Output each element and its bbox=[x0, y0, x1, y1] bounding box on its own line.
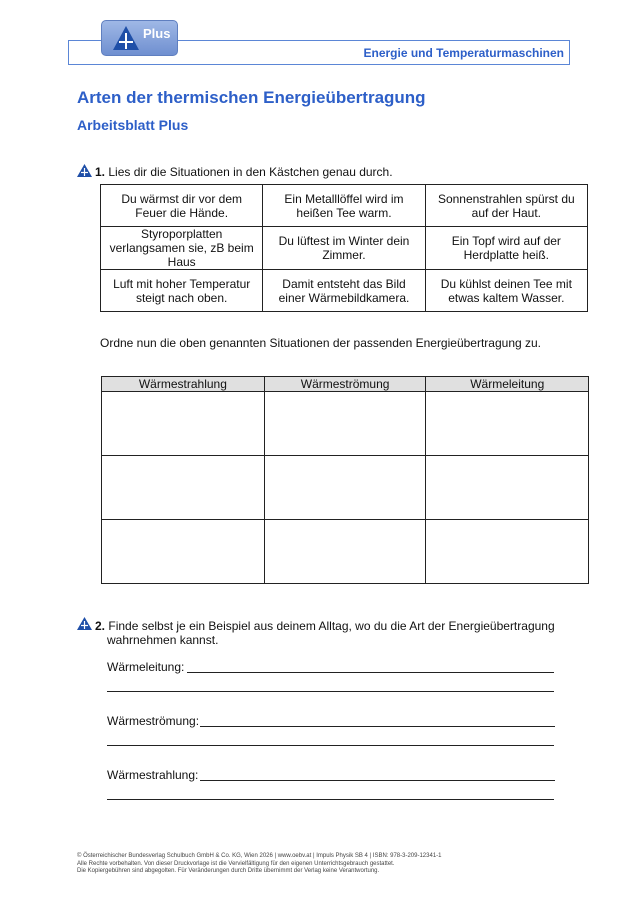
table-row bbox=[101, 270, 588, 312]
table-row bbox=[101, 227, 588, 270]
answer-cell[interactable] bbox=[426, 456, 589, 520]
task1-prompt bbox=[95, 165, 393, 179]
situation-cell: Du wärmst dir vor dem Feuer die Hände. bbox=[101, 185, 263, 227]
footer-line: © Österreichischer Bundesverlag Schulbuch GmbH & Co. KG, Wien 2026 | www.oebv.at | Impuls Physik SB 4 | ISBN: 978-3-209-12341-1 bbox=[77, 853, 442, 859]
situation-cell: Sonnenstrahlen spürst du auf der Haut. bbox=[425, 185, 587, 227]
page-subtitle: Arbeitsblatt Plus bbox=[77, 117, 189, 133]
plus-triangle-icon bbox=[112, 25, 140, 51]
task-triangle-icon bbox=[77, 617, 92, 630]
answer-line[interactable] bbox=[187, 672, 554, 673]
answer-line[interactable] bbox=[200, 726, 555, 727]
plus-badge-label: Plus bbox=[143, 26, 171, 41]
table-row bbox=[101, 185, 588, 227]
answer-cell[interactable] bbox=[426, 392, 589, 456]
table-row bbox=[102, 392, 589, 456]
task2-number: 2. bbox=[95, 619, 106, 633]
situation-cell: Luft mit hoher Temperatur steigt nach oben. bbox=[101, 270, 263, 312]
task2-text-cont: wahrnehmen kannst. bbox=[107, 633, 219, 647]
task-triangle-icon bbox=[77, 164, 92, 177]
footer-line: Alle Rechte vorbehalten. Von dieser Druckvorlage ist die Vervielfältigung für den eigenen Unterrichtsgebrauch gestattet. bbox=[77, 860, 395, 867]
answer-line[interactable] bbox=[200, 780, 555, 781]
task1-number: 1. bbox=[95, 165, 106, 179]
table-header-row bbox=[102, 377, 589, 392]
table-row bbox=[102, 456, 589, 520]
situation-cell: Du lüftest im Winter dein Zimmer. bbox=[263, 227, 425, 270]
situation-cell: Damit entsteht das Bild einer Wärmebildkamera. bbox=[263, 270, 425, 312]
task2-text: Finde selbst je ein Beispiel aus deinem Alltag, wo du die Art der Energieübertragung bbox=[108, 619, 555, 633]
column-header: Wärmestrahlung bbox=[102, 377, 265, 392]
plus-badge bbox=[101, 20, 178, 56]
answer-line[interactable] bbox=[107, 799, 554, 800]
answer-cell[interactable] bbox=[264, 456, 426, 520]
situation-cell: Du kühlst deinen Tee mit etwas kaltem Wasser. bbox=[425, 270, 587, 312]
answer-cell[interactable] bbox=[102, 520, 265, 584]
page-title: Arten der thermischen Energieübertragung bbox=[77, 88, 426, 107]
answer-cell[interactable] bbox=[264, 392, 426, 456]
answer-cell[interactable] bbox=[102, 456, 265, 520]
answer-cell[interactable] bbox=[426, 520, 589, 584]
topic-label: Energie und Temperaturmaschinen bbox=[363, 46, 564, 60]
answer-cell[interactable] bbox=[102, 392, 265, 456]
sorting-table bbox=[101, 376, 589, 584]
field-label-waermestroemung: Wärmeströmung: bbox=[107, 714, 200, 728]
field-label-waermestrahlung: Wärmestrahlung: bbox=[107, 768, 199, 782]
field-label-waermeleitung: Wärmeleitung: bbox=[107, 660, 185, 674]
answer-line[interactable] bbox=[107, 691, 554, 692]
footer-line: Die Kopiergebühren sind abgegolten. Für Veränderungen durch Dritte übernimmt der Verlag keine Verantwortung. bbox=[77, 868, 380, 874]
column-header: Wärmeleitung bbox=[426, 377, 589, 392]
answer-line[interactable] bbox=[107, 745, 554, 746]
situation-cell: Ein Topf wird auf der Herdplatte heiß. bbox=[425, 227, 587, 270]
column-header: Wärmeströmung bbox=[264, 377, 426, 392]
task1-instruction: Ordne nun die oben genannten Situationen der passenden Energieübertragung zu. bbox=[100, 336, 542, 350]
situation-cell: Styroporplatten verlangsamen sie, zB beim Haus bbox=[101, 227, 263, 270]
footer-copyright bbox=[77, 853, 442, 876]
situations-table bbox=[100, 184, 588, 312]
table-row bbox=[102, 520, 589, 584]
answer-cell[interactable] bbox=[264, 520, 426, 584]
task2-prompt bbox=[95, 619, 555, 633]
task1-text: Lies dir die Situationen in den Kästchen genau durch. bbox=[108, 165, 393, 179]
situation-cell: Ein Metalllöffel wird im heißen Tee warm. bbox=[263, 185, 425, 227]
